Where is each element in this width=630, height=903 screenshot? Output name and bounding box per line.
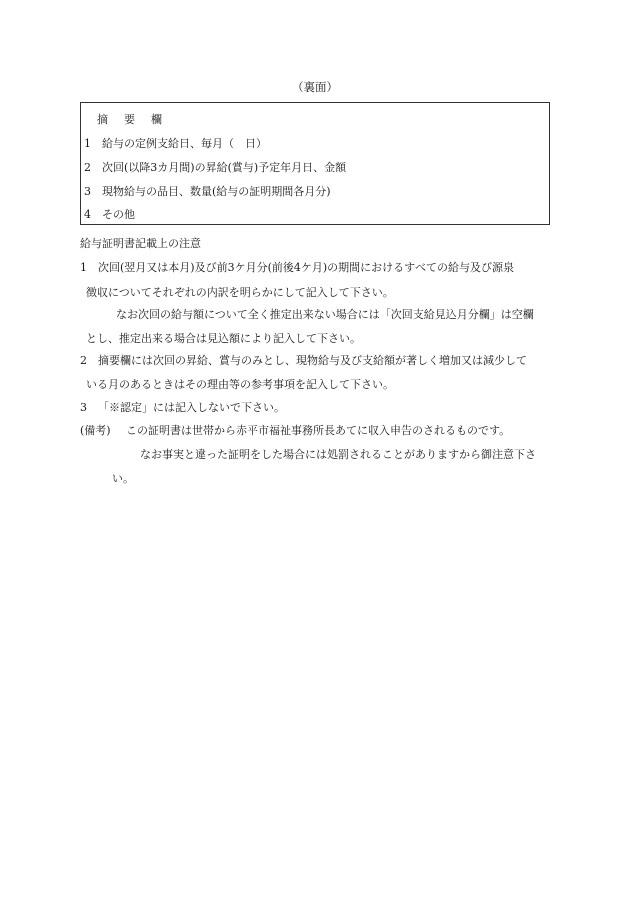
summary-item <box>84 209 135 220</box>
summary-title-char: 摘 <box>97 113 108 126</box>
summary-title-char: 要 <box>124 113 135 126</box>
page-heading: （裏面） <box>292 80 338 94</box>
note-text: 次回(翌月又は本月)及び前3ケ月分(前後4ケ月)の期間におけるすべての給与及び源泉 <box>98 261 514 274</box>
summary-item-text: 次回(以降3カ月間)の昇給(賞与)予定年月日、金額 <box>102 161 347 174</box>
remarks-line: い。 <box>112 472 134 485</box>
note-item-1-continuation: 徴収についてそれぞれの内訳を明らかにして記入して下さい。 <box>86 286 394 299</box>
summary-item-text: その他 <box>102 208 135 221</box>
summary-item-number: 2 <box>84 161 91 174</box>
notes-title: 給与証明書記載上の注意 <box>80 237 201 250</box>
note-number: 2 <box>80 354 87 367</box>
summary-item-text: 給与の定例支給日、毎月（ 日） <box>102 137 267 150</box>
note-item-2-line <box>80 355 527 366</box>
note-item-3-line <box>80 402 285 413</box>
note-number: 1 <box>80 261 87 274</box>
note-item-1-subnote: なお次回の給与額について全く推定出来ない場合には「次回支給見込月分欄」は空欄 <box>116 308 534 321</box>
summary-item-number: 3 <box>84 185 91 198</box>
summary-title-char: 欄 <box>151 113 162 126</box>
note-item-1-line <box>80 262 514 273</box>
remarks-line: この証明書は世帯から赤平市福祉事務所長あてに収入申告のされるものです。 <box>126 424 511 437</box>
summary-item-number: 4 <box>84 208 91 221</box>
note-item-2-continuation: いる月のあるときはその理由等の参考事項を記入して下さい。 <box>86 378 394 391</box>
note-text: 摘要欄には次回の昇給、賞与のみとし、現物給与及び支給額が著しく増加又は減少して <box>98 354 527 367</box>
note-item-1-subnote-continuation: とし、推定出来る場合は見込額により記入して下さい。 <box>86 332 361 345</box>
summary-item <box>84 138 267 149</box>
summary-item-text: 現物給与の品目、数量(給与の証明期間各月分) <box>102 185 331 198</box>
summary-title <box>97 114 162 125</box>
summary-item-number: 1 <box>84 137 91 150</box>
remarks-label: (備考) <box>80 424 111 437</box>
remarks-line: なお事実と違った証明をした場合には処罰されることがありますから御注意下さ <box>140 448 536 461</box>
summary-item <box>84 162 346 173</box>
summary-item <box>84 186 331 197</box>
note-number: 3 <box>80 401 87 414</box>
note-text: 「※認定」には記入しないで下さい。 <box>98 401 285 414</box>
